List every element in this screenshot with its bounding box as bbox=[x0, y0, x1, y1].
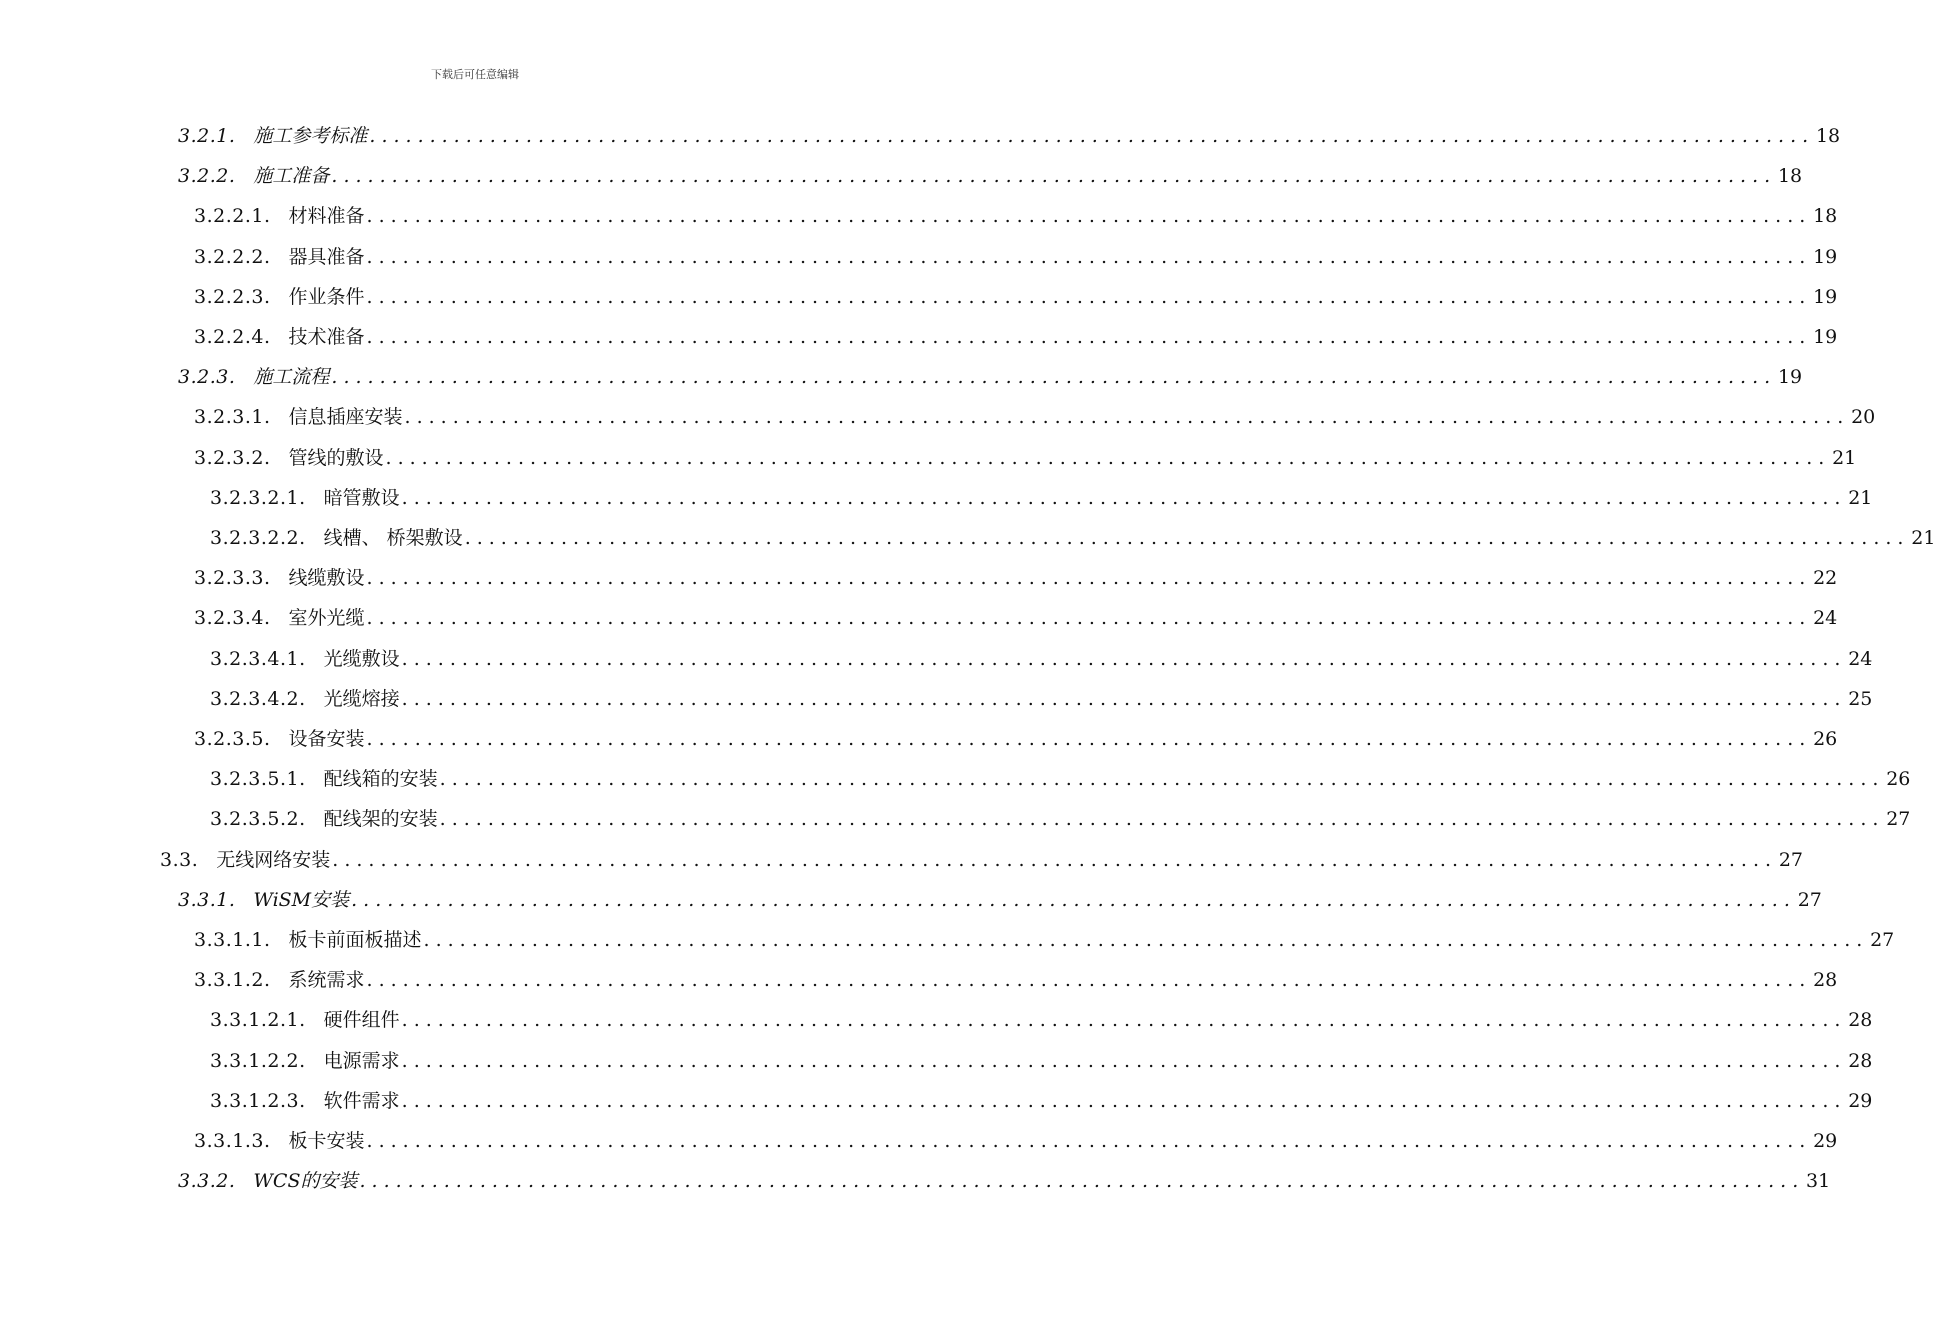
toc-dot-leader: ........................................................................................................................ bbox=[369, 125, 1815, 147]
toc-entry-page-number: 28 bbox=[1813, 969, 1838, 992]
toc-entry[interactable] bbox=[194, 196, 1838, 236]
toc-entry-number: 3.2.3.2. bbox=[194, 446, 271, 469]
toc-entry-page-number: 19 bbox=[1813, 326, 1838, 348]
toc-entry-number: 3.2.3.5. bbox=[194, 728, 271, 750]
toc-dot-leader: ........................................................................................................................ bbox=[401, 687, 1847, 710]
toc-entry[interactable] bbox=[178, 1161, 1831, 1201]
toc-entry-page-number: 21 bbox=[1832, 446, 1857, 469]
toc-entry-title: 施工流程 bbox=[253, 366, 330, 389]
page-header: 下载后可任意编辑 bbox=[431, 68, 519, 81]
toc-entry-number: 3.3.1.2.2. bbox=[210, 1049, 306, 1072]
toc-entry-title: 材料准备 bbox=[288, 205, 365, 228]
toc-entry-page-number: 20 bbox=[1851, 406, 1876, 429]
toc-entry-number: 3.2.3.4. bbox=[194, 607, 271, 630]
toc-entry[interactable] bbox=[194, 277, 1838, 317]
toc-entry-page-number: 19 bbox=[1777, 366, 1803, 389]
toc-entry[interactable] bbox=[178, 116, 1841, 156]
toc-entry[interactable] bbox=[210, 478, 1873, 518]
toc-entry[interactable] bbox=[194, 438, 1857, 478]
toc-entry[interactable] bbox=[210, 1081, 1873, 1121]
toc-entry-page-number: 27 bbox=[1886, 808, 1911, 831]
toc-entry-title: 硬件组件 bbox=[323, 1009, 400, 1032]
toc-dot-leader: ........................................................................................................................ bbox=[366, 969, 1812, 992]
toc-entry-title: 光缆熔接 bbox=[323, 687, 400, 710]
toc-entry[interactable] bbox=[160, 840, 1804, 880]
toc-dot-leader: ........................................................................................................................ bbox=[401, 1089, 1847, 1112]
toc-entry-number: 3.3.1.2.1. bbox=[210, 1009, 306, 1032]
toc-entry-title: 器具准备 bbox=[288, 245, 365, 268]
toc-entry-title: 设备安装 bbox=[288, 728, 365, 750]
toc-entry-number: 3.2.2.3. bbox=[194, 285, 271, 308]
toc-entry-title: 信息插座安装 bbox=[288, 406, 403, 429]
toc-entry-number: 3.2.1. bbox=[178, 125, 236, 147]
toc-entry-number: 3.2.3.5.2. bbox=[210, 808, 306, 831]
toc-entry-title: 线槽、 桥架敷设 bbox=[323, 527, 463, 549]
toc-dot-leader: ........................................................................................................................ bbox=[366, 285, 1812, 308]
toc-dot-leader: ........................................................................................................................ bbox=[401, 1009, 1847, 1032]
toc-entry-number: 3.3.1.2.3. bbox=[210, 1089, 306, 1112]
toc-entry-number: 3.2.3.1. bbox=[194, 406, 271, 429]
toc-entry-page-number: 18 bbox=[1777, 165, 1803, 188]
toc-entry[interactable] bbox=[178, 357, 1803, 397]
toc-entry-page-number: 25 bbox=[1848, 687, 1873, 710]
toc-entry-page-number: 19 bbox=[1813, 245, 1838, 268]
toc-entry-number: 3.3.1.1. bbox=[194, 929, 271, 951]
toc-dot-leader: ........................................................................................................................ bbox=[401, 1049, 1847, 1072]
toc-dot-leader: ........................................................................................................................ bbox=[401, 486, 1847, 509]
toc-entry-page-number: 18 bbox=[1813, 205, 1838, 228]
toc-entry-number: 3.3.1.3. bbox=[194, 1130, 271, 1152]
toc-dot-leader: ........................................................................................................................ bbox=[366, 326, 1812, 348]
toc-entry-title: 无线网络安装 bbox=[216, 848, 331, 871]
toc-entry-title: 室外光缆 bbox=[288, 607, 365, 630]
toc-entry[interactable] bbox=[194, 960, 1838, 1000]
toc-entry-title: 施工准备 bbox=[253, 165, 330, 188]
toc-entry[interactable] bbox=[210, 1000, 1873, 1040]
toc-entry-page-number: 21 bbox=[1848, 486, 1873, 509]
toc-entry-number: 3.3.2. bbox=[178, 1170, 236, 1193]
toc-entry-title: 作业条件 bbox=[288, 285, 365, 308]
toc-entry[interactable] bbox=[210, 799, 1911, 839]
toc-dot-leader: ........................................................................................................................ bbox=[366, 1130, 1812, 1152]
toc-entry-number: 3.3. bbox=[160, 848, 199, 871]
toc-entry[interactable] bbox=[194, 397, 1876, 437]
toc-dot-leader: ........................................................................................................................ bbox=[331, 165, 1777, 188]
toc-entry-title: 板卡安装 bbox=[288, 1130, 365, 1152]
toc-entry[interactable] bbox=[210, 679, 1873, 719]
toc-entry-title: 电源需求 bbox=[323, 1049, 400, 1072]
toc-entry-page-number: 29 bbox=[1813, 1130, 1838, 1152]
toc-entry-title: 暗管敷设 bbox=[323, 486, 400, 509]
toc-entry[interactable] bbox=[210, 639, 1873, 679]
toc-entry-title: 系统需求 bbox=[288, 969, 365, 992]
toc-entry-page-number: 18 bbox=[1815, 125, 1841, 147]
toc-dot-leader: ........................................................................................................................ bbox=[366, 205, 1812, 228]
toc-entry[interactable] bbox=[194, 317, 1838, 357]
toc-entry-number: 3.2.2.1. bbox=[194, 205, 271, 228]
toc-entry-number: 3.2.2.4. bbox=[194, 326, 271, 348]
toc-entry-page-number: 26 bbox=[1813, 728, 1838, 750]
toc-dot-leader: ........................................................................................................................ bbox=[351, 888, 1796, 911]
toc-entry-page-number: 29 bbox=[1848, 1089, 1873, 1112]
toc-entry-number: 3.3.1.2. bbox=[194, 969, 271, 992]
toc-entry[interactable] bbox=[194, 719, 1838, 759]
toc-entry[interactable] bbox=[210, 759, 1911, 799]
toc-dot-leader: ........................................................................................................................ bbox=[404, 406, 1850, 429]
toc-entry-number: 3.2.3.2.1. bbox=[210, 486, 306, 509]
toc-entry-title: 施工参考标准 bbox=[253, 125, 368, 147]
toc-dot-leader: ........................................................................................................................ bbox=[366, 567, 1812, 590]
toc-entry[interactable] bbox=[194, 237, 1838, 277]
toc-entry-title: 板卡前面板描述 bbox=[288, 929, 422, 951]
toc-entry-number: 3.2.2. bbox=[178, 165, 236, 188]
toc-entry[interactable] bbox=[178, 156, 1803, 196]
toc-dot-leader: ........................................................................................................................ bbox=[439, 808, 1885, 831]
toc-dot-leader: ........................................................................................................................ bbox=[332, 848, 1778, 871]
toc-entry-page-number: 21 bbox=[1911, 527, 1935, 549]
toc-entry-title: WCS的安装 bbox=[253, 1170, 358, 1193]
toc-dot-leader: ........................................................................................................................ bbox=[331, 366, 1777, 389]
toc-dot-leader: ........................................................................................................................ bbox=[423, 929, 1869, 951]
toc-entry-title: 技术准备 bbox=[288, 326, 365, 348]
toc-dot-leader: ........................................................................................................................ bbox=[439, 768, 1885, 791]
toc-entry-number: 3.2.3.4.2. bbox=[210, 687, 306, 710]
toc-entry-page-number: 19 bbox=[1813, 285, 1838, 308]
toc-entry-page-number: 28 bbox=[1848, 1009, 1873, 1032]
toc-entry-title: 软件需求 bbox=[323, 1089, 400, 1112]
toc-entry[interactable] bbox=[194, 1121, 1838, 1161]
toc-entry-number: 3.2.3. bbox=[178, 366, 236, 389]
toc-dot-leader: ........................................................................................................................ bbox=[359, 1170, 1805, 1193]
toc-entry[interactable] bbox=[194, 920, 1895, 960]
toc-dot-leader: ........................................................................................................................ bbox=[385, 446, 1831, 469]
toc-entry[interactable] bbox=[210, 518, 1935, 558]
toc-entry-page-number: 27 bbox=[1797, 888, 1822, 911]
toc-entry-title: WiSM安装 bbox=[253, 888, 350, 911]
toc-entry-number: 3.3.1. bbox=[178, 888, 236, 911]
toc-entry-title: 配线架的安装 bbox=[323, 808, 438, 831]
toc-entry-number: 3.2.3.3. bbox=[194, 567, 271, 590]
toc-entry[interactable] bbox=[194, 598, 1838, 638]
toc-entry-page-number: 24 bbox=[1848, 647, 1873, 670]
toc-entry[interactable] bbox=[178, 880, 1822, 920]
toc-entry[interactable] bbox=[194, 558, 1838, 598]
toc-dot-leader: ........................................................................................................................ bbox=[366, 728, 1812, 750]
toc-entry-title: 光缆敷设 bbox=[323, 647, 400, 670]
toc-entry-number: 3.2.3.4.1. bbox=[210, 647, 306, 670]
toc-entry-title: 线缆敷设 bbox=[288, 567, 365, 590]
toc-dot-leader: ........................................................................................................................ bbox=[366, 607, 1812, 630]
toc-entry-number: 3.2.3.2.2. bbox=[210, 527, 306, 549]
toc-entry-title: 配线箱的安装 bbox=[323, 768, 438, 791]
toc-dot-leader: ........................................................................................................................ bbox=[401, 647, 1847, 670]
toc-entry-page-number: 28 bbox=[1848, 1049, 1873, 1072]
toc-entry-page-number: 22 bbox=[1813, 567, 1838, 590]
toc-entry-number: 3.2.2.2. bbox=[194, 245, 271, 268]
toc-entry-page-number: 26 bbox=[1886, 768, 1911, 791]
toc-entry-number: 3.2.3.5.1. bbox=[210, 768, 306, 791]
toc-entry-page-number: 27 bbox=[1778, 848, 1804, 871]
toc-entry-page-number: 31 bbox=[1806, 1170, 1831, 1193]
toc-entry[interactable] bbox=[210, 1041, 1873, 1081]
toc-dot-leader: ........................................................................................................................ bbox=[464, 527, 1910, 549]
toc-entry-title: 管线的敷设 bbox=[288, 446, 384, 469]
toc-entry-page-number: 24 bbox=[1813, 607, 1838, 630]
toc-entry-page-number: 27 bbox=[1870, 929, 1895, 951]
toc-dot-leader: ........................................................................................................................ bbox=[366, 245, 1812, 268]
